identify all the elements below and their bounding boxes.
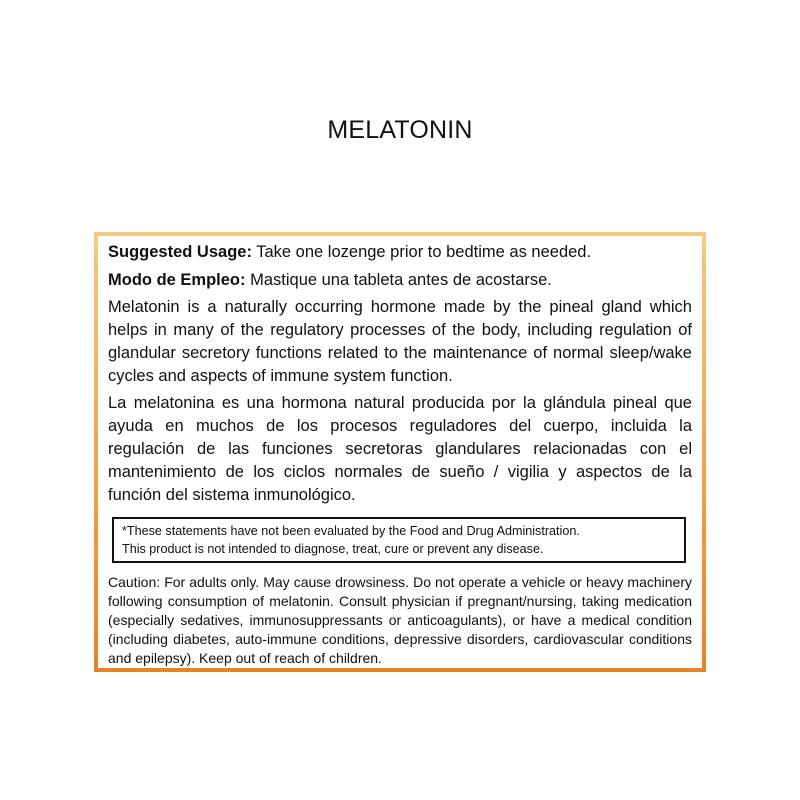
fda-disclaimer-line-1: *These statements have not been evaluated by the Food and Drug Administration. <box>122 524 580 538</box>
fda-disclaimer-box <box>112 517 686 563</box>
modo-de-empleo-text: Mastique una tableta antes de acostarse. <box>250 271 552 289</box>
description-english: Melatonin is a naturally occurring hormone made by the pineal gland which helps in many of the regulatory processes of the body, including regulation of glandular secretory functions related to the maintenance of normal sleep/wake cycles and aspects of immune system function. <box>108 298 692 385</box>
label-panel <box>98 236 702 668</box>
modo-de-empleo <box>108 268 692 292</box>
caution-text: Caution: For adults only. May cause drowsiness. Do not operate a vehicle or heavy machinery following consumption of melatonin. Consult physician if pregnant/nursing, taking medication (especially sedatives, immunosuppressants or anticoagulants), or have a medical condition (including diabetes, auto-immune conditions, depressive disorders, cardiovascular conditions and epilepsy). Keep out of reach of children. <box>108 574 692 666</box>
suggested-usage-text: Take one lozenge prior to bedtime as needed. <box>256 243 592 261</box>
fda-disclaimer-line-2: This product is not intended to diagnose, treat, cure or prevent any disease. <box>122 542 544 556</box>
description-spanish: La melatonina es una hormona natural producida por la glándula pineal que ayuda en muchos de los procesos reguladores del cuerpo, incluida la regulación de las funciones secretoras glandulares relacionadas con el mantenimiento de los ciclos normales de sueño / vigilia y aspectos de la función del sistema inmunológico. <box>108 394 692 504</box>
suggested-usage <box>108 240 692 264</box>
modo-de-empleo-label: Modo de Empleo: <box>108 271 246 289</box>
suggested-usage-label: Suggested Usage: <box>108 243 252 261</box>
label-panel-frame <box>94 232 706 672</box>
product-title: MELATONIN <box>327 116 473 144</box>
